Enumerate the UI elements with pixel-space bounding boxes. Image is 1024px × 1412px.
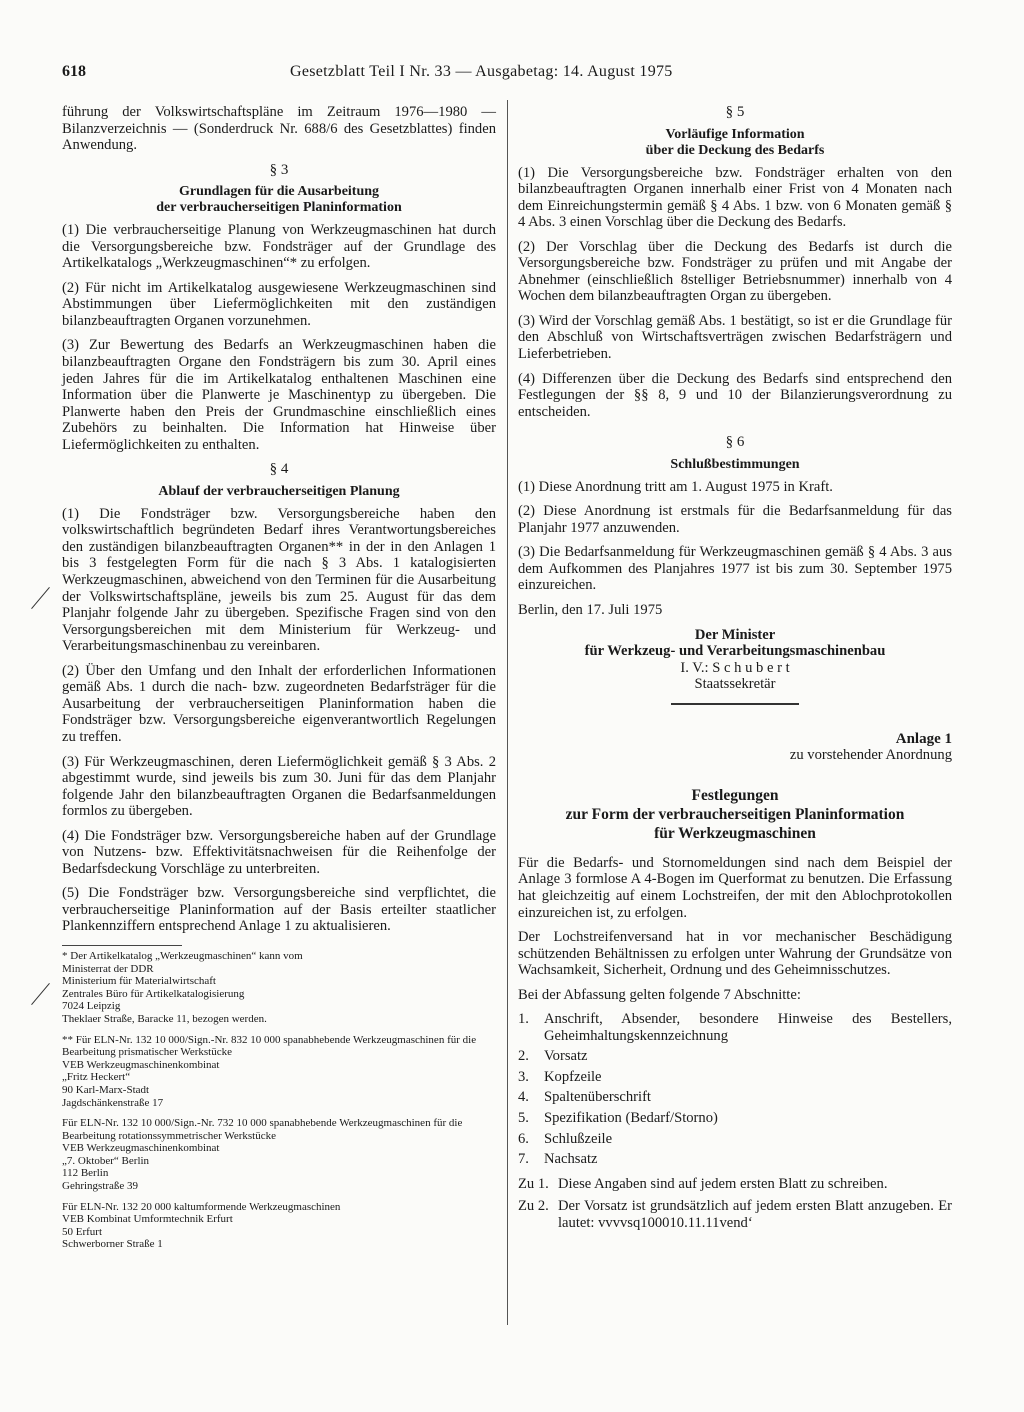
signatory-role: Staatssekretär bbox=[694, 676, 776, 693]
annex-heading bbox=[518, 731, 952, 764]
paragraph: (1) Die Versorgungsbereiche bzw. Fondsträger erhalten von den bilanzbeauftragten Organen innerhalb einer Frist von 4 Monaten nach dem Einreichungstermin gemäß § 4 Abs. 1 bzw. von 6 Monaten gemäß § 4 Abs. 3 einen Vorschlag über die Deckung des Bedarfs. bbox=[518, 164, 952, 231]
paragraph: (1) Die Fondsträger bzw. Versorgungsbereiche haben den volkswirtschaftlich begründeten Bedarf ihres Verantwortungsbereiches den zuständigen bilanzbeauftragten Organen** in der in den Anlagen 1 bis 3 festgelegten Form für die nach § 3 Abs. 1 katalogisierten Werkzeugmaschinen, abweichend von den Terminen für die Ausarbeitung der Volkswirtschaftspläne, jeweils bis zum 25. August für das dem Planjahr folgende Jahr zu übergeben. Spezifische Fragen sind von den Versorgungsbereichen mit dem Ministerium für Werkzeug- und Verarbeitungsmaschinenbau zu vereinbaren. bbox=[62, 505, 496, 655]
footnote-list bbox=[62, 950, 496, 1251]
section-number: § 3 bbox=[269, 161, 289, 178]
paragraph: (2) Über den Umfang und den Inhalt der erforderlichen Informationen gemäß Abs. 1 durch die nach- bzw. zugeordneten Bedarfsträger für die Ausarbeitung der verbraucherseitigen Planinformation haben die Fondsträger bzw. Versorgungsbereiche eigenverantwortlich Regelungen zu treffen. bbox=[62, 662, 496, 745]
section-title: Vorläufige Information über die Deckung des Bedarfs bbox=[645, 126, 825, 158]
right-column bbox=[518, 104, 952, 1237]
note-zu-2: Zu 2. Der Vorsatz ist grundsätzlich auf jedem ersten Blatt anzugeben. Er lautet: vvvvsq100010.11.11vend‘ bbox=[518, 1198, 952, 1231]
footnote: Für ELN-Nr. 132 10 000/Sign.-Nr. 732 10 000 spanabhebende Werkzeugmaschinen für die Bearbeitung rotationssymmetrischer Werkstücke VEB Werkzeugmaschinenkombinat „7. Oktober“ Berlin 112 Berlin Gehringstraße 39 bbox=[62, 1117, 463, 1193]
paragraph: (1) Diese Anordnung tritt am 1. August 1975 in Kraft. bbox=[518, 478, 833, 495]
footnote: ** Für ELN-Nr. 132 10 000/Sign.-Nr. 832 10 000 spanabhebende Werkzeugmaschinen für die Bearbeitung prismatischer Werkstücke VEB Werkzeugmaschinenkombinat „Fritz Heckert“ 90 Karl-Marx-Stadt Jagdschänkenstraße 17 bbox=[62, 1033, 477, 1109]
annex-title: Anlage 1 bbox=[895, 730, 952, 747]
page-header bbox=[62, 63, 952, 87]
paragraph: (4) Die Fondsträger bzw. Versorgungsbereiche haben auf der Grundlage von Nutzens- bzw. Effektivitätsnachweisen für die Reihenfolge der Bedarfsdeckung Vorschläge zu unterbreiten. bbox=[62, 827, 496, 877]
section-4-heading bbox=[62, 461, 496, 500]
paragraph: (3) Wird der Vorschlag gemäß Abs. 1 bestätigt, so ist er die Grundlage für den Abschluß von Wirtschaftsverträgen zwischen Bedarfsträgern und Lieferbetrieben. bbox=[518, 312, 952, 363]
paragraph: (1) Die verbraucherseitige Planung von Werkzeugmaschinen hat durch die Versorgungsbereiche bzw. Fondsträger auf der Grundlage des Artikelkatalogs „Werkzeugmaschinen“* zu erfolgen. bbox=[62, 222, 496, 272]
paragraph: (3) Die Bedarfsanmeldung für Werkzeugmaschinen gemäß § 4 Abs. 3 aus dem Aufkommen des Planjahres 1977 ist bis zum 30. September 1975 einzureichen. bbox=[518, 544, 952, 594]
margin-mark bbox=[31, 587, 50, 609]
margin-mark bbox=[31, 983, 50, 1005]
section-3-heading bbox=[62, 162, 496, 217]
section-title: Schlußbestimmungen bbox=[670, 456, 800, 472]
paragraph: (2) Diese Anordnung ist erstmals für die Bedarfsanmeldung für das Planjahr 1977 anzuwenden. bbox=[518, 503, 952, 536]
signature-rule bbox=[671, 703, 799, 705]
page-number: 618 bbox=[62, 63, 86, 80]
paragraph: (2) Für nicht im Artikelkatalog ausgewiesene Werkzeugmaschinen sind Abstimmungen über Liefermöglichkeiten mit den zuständigen bilanzbeauftragten Organen vorzunehmen. bbox=[62, 279, 496, 329]
paragraph: Bei der Abfassung gelten folgende 7 Abschnitte: bbox=[518, 986, 801, 1003]
list-item: 6. Schlußzeile bbox=[518, 1130, 613, 1147]
section-number: § 4 bbox=[269, 461, 289, 478]
section-6-heading bbox=[518, 434, 952, 473]
column-divider bbox=[507, 100, 508, 1325]
list-item: 3. Kopfzeile bbox=[518, 1068, 602, 1085]
annex-main-heading: Festlegungen zur Form der verbraucherseitigen Planinformation für Werkzeugmaschinen bbox=[565, 786, 905, 842]
note-zu-1: Zu 1. Diese Angaben sind auf jedem ersten Blatt zu schreiben. bbox=[518, 1175, 888, 1192]
footnote: Für ELN-Nr. 132 20 000 kaltumformende Werkzeugmaschinen VEB Kombinat Umformtechnik Erfurt 50 Erfurt Schwerborner Straße 1 bbox=[62, 1200, 341, 1251]
list-item: 2. Vorsatz bbox=[518, 1048, 588, 1065]
paragraph: (4) Differenzen über die Deckung des Bedarfs sind entsprechend den Festlegungen der §§ 8, 9 und 10 der Bilanzierungsverordnung zu entscheiden. bbox=[518, 370, 952, 420]
running-title: Gesetzblatt Teil I Nr. 33 — Ausgabetag: 14. August 1975 bbox=[290, 63, 673, 80]
paragraph: Für die Bedarfs- und Stornomeldungen sind nach dem Beispiel der Anlage 3 formlose A 4-Bogen im Querformat zu benutzen. Die Erfassung hat gleichzeitig auf einem Lochstreifen, der mit den Ablochprotokollen einzureichen ist, zu erfolgen. bbox=[518, 854, 952, 921]
date-line: Berlin, den 17. Juli 1975 bbox=[518, 602, 663, 619]
paragraph: (3) Für Werkzeugmaschinen, deren Liefermöglichkeit gemäß § 3 Abs. 2 abgestimmt wurde, sind jeweils bis zum 30. Juni für das dem Planjahr folgende Jahr den bilanzbeauftragten Organen die Bedarfsanmeldungen formlos zu übergeben. bbox=[62, 753, 496, 820]
section-list bbox=[518, 1011, 952, 1167]
signature-block bbox=[518, 627, 952, 705]
section-number: § 6 bbox=[725, 434, 745, 451]
section-title: Grundlagen für die Ausarbeitung der verbraucherseitigen Planinformation bbox=[156, 184, 402, 216]
list-item: 1. Anschrift, Absender, besondere Hinweise des Bestellers, Geheimhaltungskennzeichnung bbox=[518, 1011, 952, 1044]
section-title: Ablauf der verbraucherseitigen Planung bbox=[158, 483, 400, 499]
minister-title: Der Minister für Werkzeug- und Verarbeitungsmaschinenbau bbox=[584, 626, 886, 660]
paragraph: (3) Zur Bewertung des Bedarfs an Werkzeugmaschinen haben die bilanzbeauftragten Organe den Fondsträgern bis zum 30. April eines jeden Jahres für die im Artikelkatalog enthaltenen Maschinen eine Information über die Planwerte je Maschinentyp zu übergeben. Die Planwerte haben den Preis der Grundmaschine einschließlich eines Zubehörs zu beinhalten. Die Information hat Hinweise über Liefermöglichkeiten zu enthalten. bbox=[62, 337, 496, 453]
paragraph: (2) Der Vorschlag über die Deckung des Bedarfs ist durch die Versorgungsbereiche bzw. Fondsträger zu prüfen und mit Angabe der Abnehmer (einschließlich 8stelliger Betriebsnummer) innerhalb von 4 Wochen dem bilanzbeauftragten Organ zu übergeben. bbox=[518, 238, 952, 305]
left-column bbox=[62, 104, 496, 1259]
intro-paragraph: führung der Volkswirtschaftspläne im Zeitraum 1976—1980 — Bilanzverzeichnis — (Sonderdruck Nr. 688/6 des Gesetzblattes) finden Anwendung. bbox=[62, 104, 496, 154]
list-item: 7. Nachsatz bbox=[518, 1151, 598, 1168]
section-number: § 5 bbox=[725, 104, 745, 120]
list-item: 4. Spaltenüberschrift bbox=[518, 1089, 651, 1106]
annex-subtitle: zu vorstehender Anordnung bbox=[789, 747, 952, 764]
footnote: * Der Artikelkatalog „Werkzeugmaschinen“ kann vom Ministerrat der DDR Ministerium für Materialwirtschaft Zentrales Büro für Artikelkatalogisierung 7024 Leipzig Theklaer Straße, Baracke 11, bezogen werden. bbox=[62, 949, 303, 1025]
section-5-heading bbox=[518, 104, 952, 159]
signatory: I. V.: S c h u b e r t bbox=[680, 659, 790, 676]
paragraph: Der Lochstreifenversand hat in vor mechanischer Beschädigung schützenden Behältnissen zu erfolgen unter Wahrung der Grundsätze von Wachsamkeit, Sicherheit, Ordnung und des Geheimnisschutzes. bbox=[518, 929, 952, 979]
list-item: 5. Spezifikation (Bedarf/Storno) bbox=[518, 1109, 718, 1126]
paragraph: (5) Die Fondsträger bzw. Versorgungsbereiche sind verpflichtet, die verbraucherseitige Planinformation auf der Basis erteilter staatlicher Plankennziffern entsprechend Anlage 1 zu aktualisieren. bbox=[62, 885, 496, 935]
